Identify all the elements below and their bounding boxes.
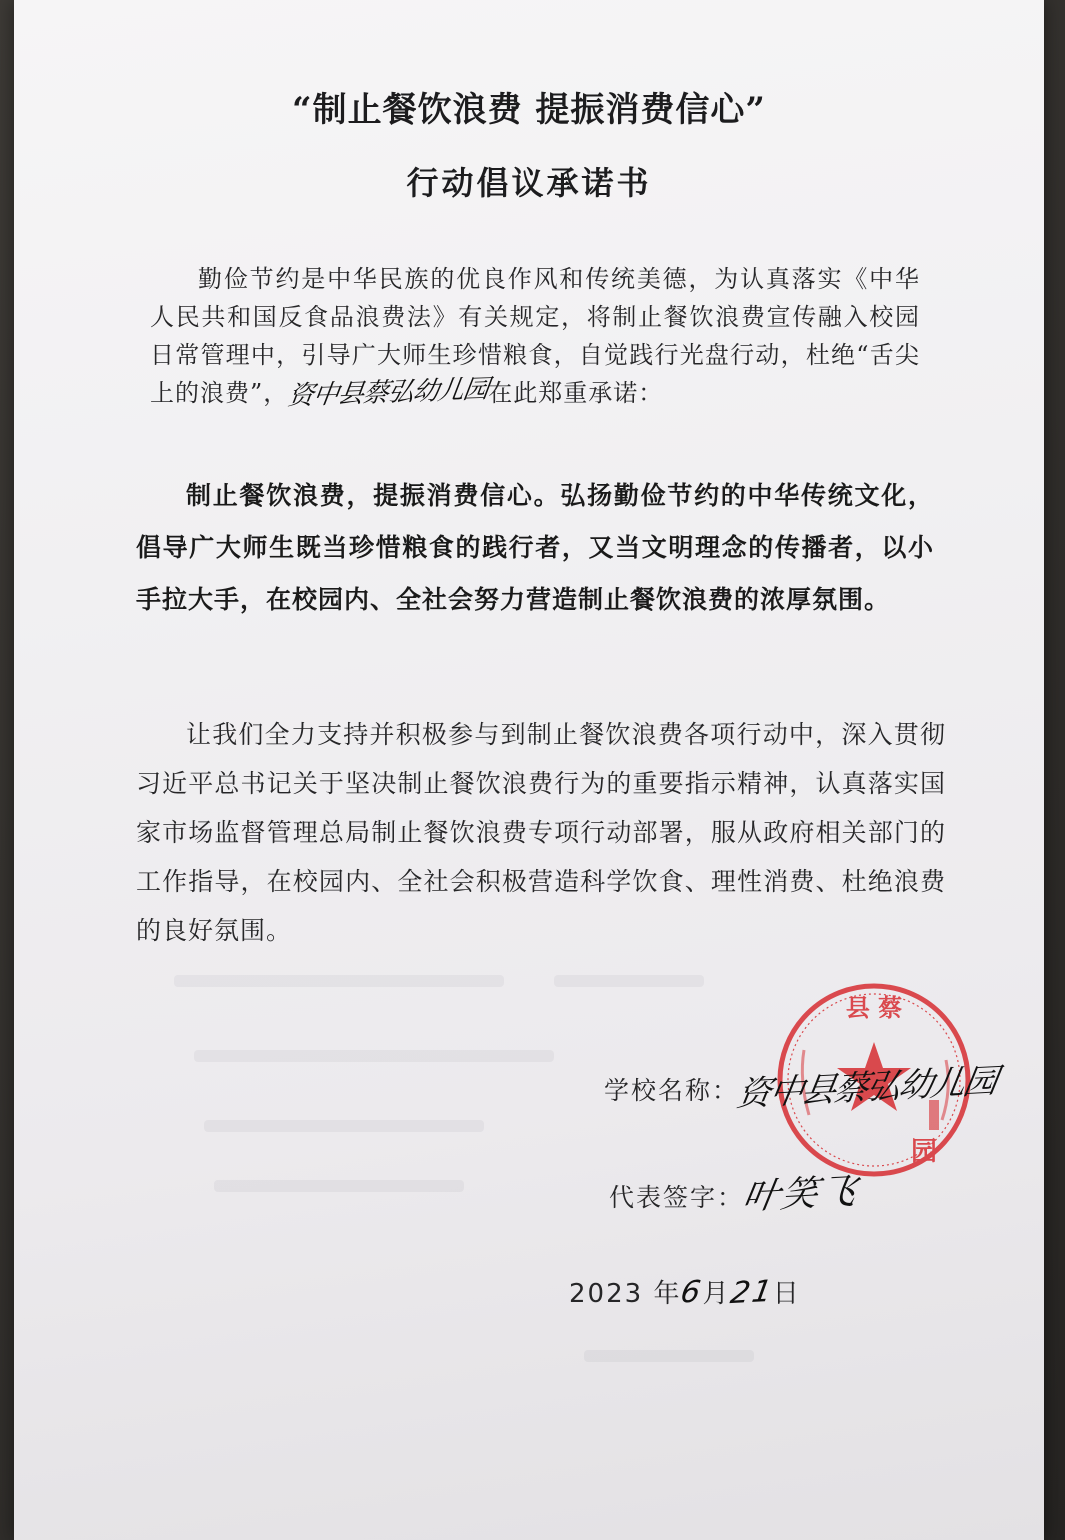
pledge-paragraph: 制止餐饮浪费，提振消费信心。弘扬勤俭节约的中华传统文化，倡导广大师生既当珍惜粮食的践行者，又当文明理念的传播者，以小手拉大手，在校园内、全社会努力营造制止餐饮浪费的浓厚氛围。 xyxy=(136,481,934,614)
school-name-label: 学校名称： xyxy=(604,1076,740,1105)
seal-text-bottom: 园 xyxy=(910,1137,938,1167)
intro-paragraph xyxy=(150,260,920,412)
school-name-row xyxy=(604,1060,999,1115)
representative-row xyxy=(609,1166,862,1218)
date-year: 2023 xyxy=(569,1279,644,1309)
intro-text: 勤俭节约是中华民族的优良作风和传统美德，为认真落实《中华人民共和国反食品浪费法》有关规定，将制止餐饮浪费宣传融入校园日常管理中，引导广大师生珍惜粮食，自觉践行光盘行动，杜绝“舌尖上的浪费”， xyxy=(150,265,920,407)
show-through-line xyxy=(174,975,504,987)
document-title-line1: “制止餐饮浪费 提振消费信心” xyxy=(292,90,766,130)
intro-text-end: 在此郑重承诺： xyxy=(488,379,664,407)
handwritten-school-name-inline: 资中县蔡弘幼儿园 xyxy=(286,374,491,412)
document-title-line2: 行动倡议承诺书 xyxy=(406,164,652,202)
commitment-paragraph: 让我们全力支持并积极参与到制止餐饮浪费各项行动中，深入贯彻习近平总书记关于坚决制止餐饮浪费行为的重要指示精神，认真落实国家市场监督管理总局制止餐饮浪费专项行动部署，服从政府相关部门的工作指导，在校园内、全社会积极营造科学饮食、理性消费、杜绝浪费的良好氛围。 xyxy=(136,720,946,945)
handwritten-month: 6 xyxy=(678,1274,706,1311)
handwritten-school-name: 资中县蔡弘幼儿园 xyxy=(734,1061,999,1115)
show-through-line xyxy=(214,1180,464,1192)
document-page xyxy=(14,0,1044,1540)
date-day-char: 日 xyxy=(772,1279,801,1309)
handwritten-signature: 叶笑飞 xyxy=(739,1171,862,1218)
date-year-char: 年 xyxy=(653,1279,682,1309)
show-through-line xyxy=(554,975,704,987)
date-row xyxy=(569,1273,801,1310)
handwritten-day: 21 xyxy=(727,1273,776,1312)
seal-text-top: 县 蔡 xyxy=(845,993,903,1022)
show-through-line xyxy=(204,1120,484,1132)
show-through-line xyxy=(584,1350,754,1362)
date-month-char: 月 xyxy=(702,1279,731,1309)
representative-label: 代表签字： xyxy=(609,1183,745,1212)
show-through-line xyxy=(194,1050,554,1062)
